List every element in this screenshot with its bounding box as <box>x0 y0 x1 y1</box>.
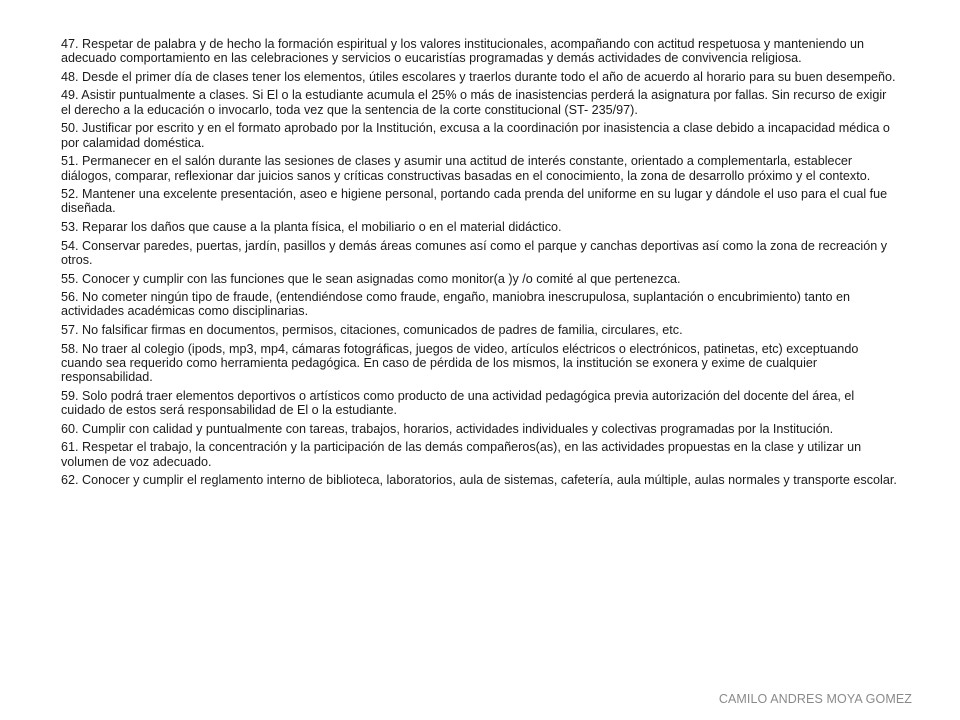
rule-55: 55. Conocer y cumplir con las funciones que le sean asignadas como monitor(a )y /o comité al que pertenezca. <box>61 271 681 286</box>
rule-50: 50. Justificar por escrito y en el formato aprobado por la Institución, excusa a la coordinación por inasistencia a clase debido a incapacidad médica o por calamidad doméstica. <box>61 121 890 150</box>
rule-48: 48. Desde el primer día de clases tener los elementos, útiles escolares y traerlos durante todo el año de acuerdo al horario para su buen desempeño. <box>61 69 896 84</box>
rule-61: 61. Respetar el trabajo, la concentración y la participación de las demás compañeros(as), en las actividades propuestas en la clase y utilizar un volumen de voz adecuado. <box>61 440 862 469</box>
rule-52: 52. Mantener una excelente presentación, aseo e higiene personal, portando cada prenda del uniforme en su lugar y dándole el uso para el cual fue diseñada. <box>61 187 888 216</box>
rule-47: 47. Respetar de palabra y de hecho la formación espiritual y los valores institucionales, acompañando con actitud respetuosa y manteniendo un adecuado comportamiento en las celebraciones y servicios o eucaristías programadas y demás actividades de convivencia religiosa. <box>61 37 864 66</box>
rule-59: 59. Solo podrá traer elementos deportivos o artísticos como producto de una actividad pedagógica previa autorización del docente del área, el cuidado de estos será responsabilidad de El o la estudiante. <box>61 388 855 418</box>
rule-60: 60. Cumplir con calidad y puntualmente con tareas, trabajos, horarios, actividades individuales y colectivas programadas por la Institución. <box>61 421 834 436</box>
rules-list <box>61 37 899 492</box>
rule-51: 51. Permanecer en el salón durante las sesiones de clases y asumir una actitud de interés constante, orientado a complementarla, establecer diálogos, comparar, reflexionar dar juicios sanos y críticas constructivas basadas en el conocimiento, la zona de desarrollo próximo y el contexto. <box>61 154 871 183</box>
rule-56: 56. No cometer ningún tipo de fraude, (entendiéndose como fraude, engaño, maniobra inescrupulosa, suplantación o encubrimiento) tanto en actividades académicas como disciplinarias. <box>61 290 851 319</box>
rule-57: 57. No falsificar firmas en documentos, permisos, citaciones, comunicados de padres de familia, circulares, etc. <box>61 323 683 338</box>
footer-author: CAMILO ANDRES MOYA GOMEZ <box>718 692 912 706</box>
rule-58: 58. No traer al colegio (ipods, mp3, mp4, cámaras fotográficas, juegos de video, artículos eléctricos o electrónicos, patinetas, etc) exceptuando cuando sea requerido como herramienta pedagógica. En caso de pérdida de los mismos, la institución se exonera y exime de cualquier responsabilidad. <box>61 341 859 385</box>
rule-54: 54. Conservar paredes, puertas, jardín, pasillos y demás áreas comunes así como el parque y canchas deportivas así como la zona de recreación y otros. <box>61 238 888 267</box>
rule-62: 62. Conocer y cumplir el reglamento interno de biblioteca, laboratorios, aula de sistemas, cafetería, aula múltiple, aulas normales y transporte escolar. <box>61 473 897 488</box>
rule-53: 53. Reparar los daños que cause a la planta física, el mobiliario o en el material didáctico. <box>61 220 562 235</box>
rule-49: 49. Asistir puntualmente a clases. Si El o la estudiante acumula el 25% o más de inasistencias perderá la asignatura por fallas. Sin recurso de exigir el derecho a la educación o invocarlo, toda vez que la sentencia de la corte constitucional (ST- 235/97). <box>61 88 887 117</box>
